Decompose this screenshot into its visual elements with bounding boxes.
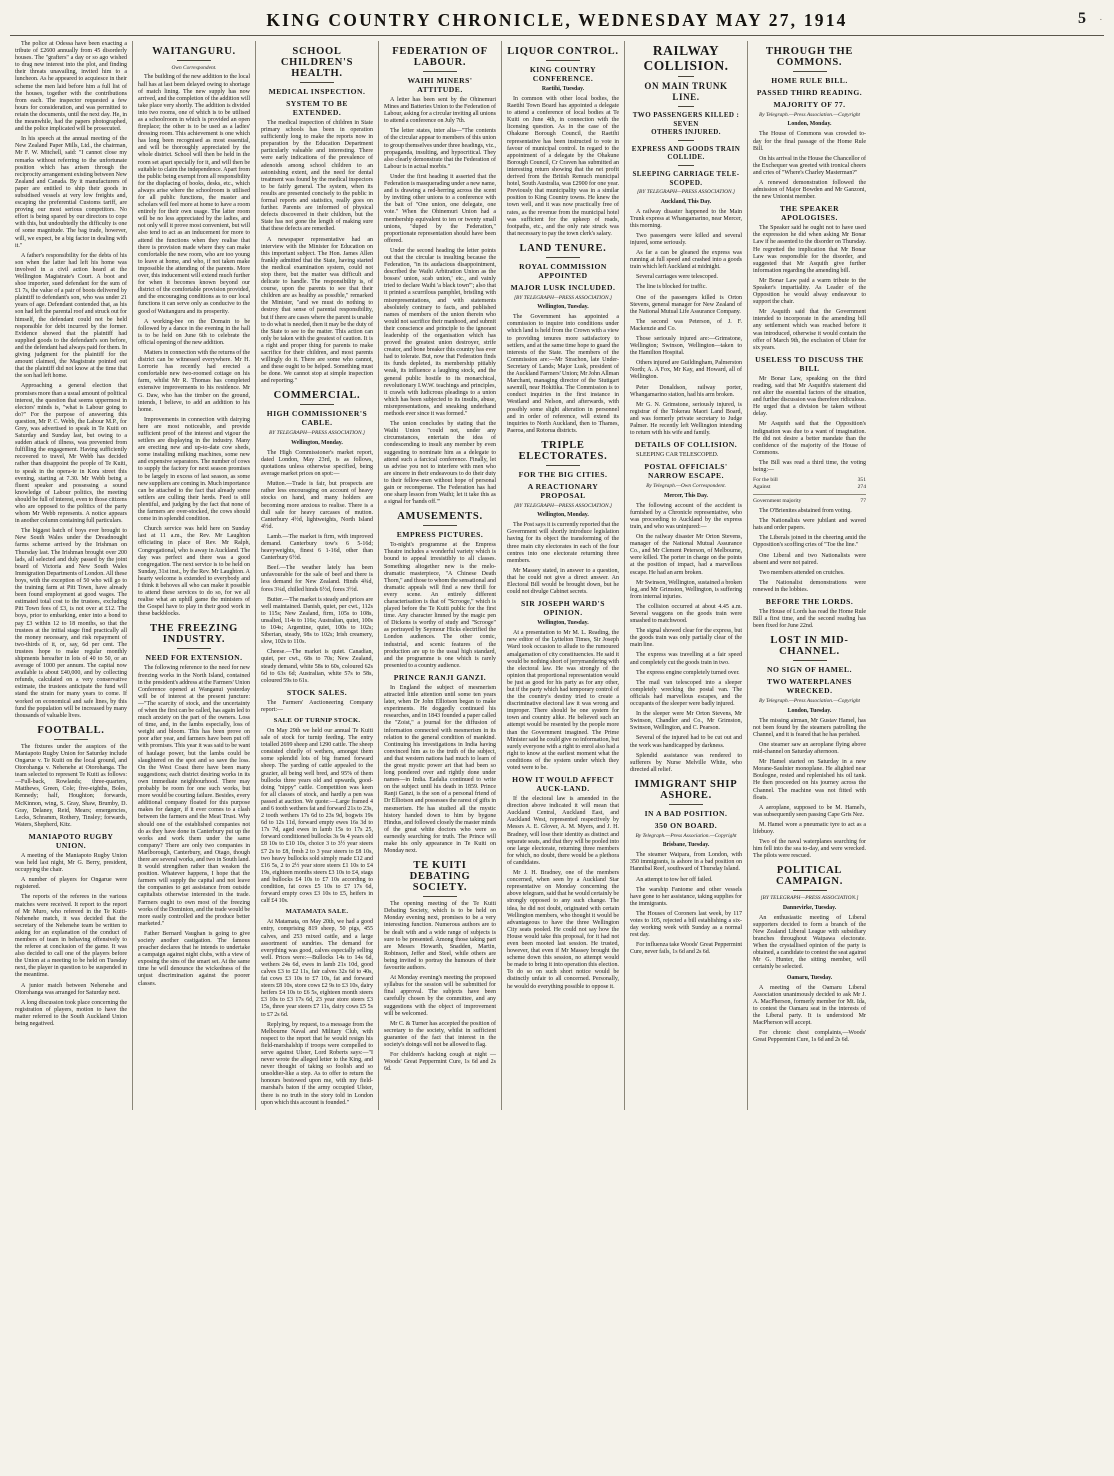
body-paragraph: The Speaker said he ought not to have used the expression he did when asking Mr Bonar Law if he assented to the disorder on Thursday. He regretted the implication that Mr Bonar Law was responsible for the disorder, and suggested that Mr Asquith give further information regarding the amending bill. — [753, 225, 866, 274]
body-paragraph: The union concludes by stating that the Waihi Union "could not, under any circumstances, entertain the idea of condescending to insult any member by even suggesting to nominate him as a delegate to attend such a farcical conference. Finally, let us advise you not to interfere with men who are sincere in their endeavours to do their duty to their fellow-men without hope of personal gain or recompense. The Federation has had one sharp lesson from Waihi; let it take this as a signal for 'hands off.'" — [384, 421, 496, 506]
body-paragraph: The Government has appointed a commission to inquire into conditions under which land is held from the Crown with a view to providing tenures more satisfactory to settlers, and at the same time hope to guard the interests of the State. The members of the Commission are:—Mr Strachon, late Under-Secretary of Lands; Major Lusk, president of the Auckland Farmers' Union; Mr John Allman Marchant, managing director of the Stuttgart sawmill, near Hokitika. The Commission is to conduct inquiries in the first instance in Westland and Nelson, and afterwards, with possibly some slight alteration in personnel and in order of reference, will extend its inquiries to North Auckland, then to Thames, Paeroa, and Rotorua districts. — [507, 314, 619, 434]
body-paragraph: A letter has been sent by the Ohinemuri Mines and Batteries Union to the Federation of Labour, asking for a circular inviting all unions to attend a conference on July 7th. — [384, 97, 496, 125]
body-paragraph: The building of the new addition to the local hall has at last been delayed owing to shortage of match lining. The new supply has now arrived, and the completion of the addition will take place very shortly. The addition is divided into two rooms, one of which is to be utilised as a schoolroom in which is provided an open fireplace; the other is to be used as a ladies' dressing room. This achievement is one which has long been recognised as most essential, and will be thoroughly appreciated by the whole district. School will then be held in the room set apart specially for it, and will then be suitable to claim the independence. Apart from the public being exempt from all responsibility for the displacing of books, desks, etc., which always arise where the schoolroom is utilised for all public functions, the master and scholars will feel more at home to have a room entirely for their own usage. The latter room will be no less appreciated by the ladies, and not only will it prove most convenient, but will also tend to act as an inducement for more to attend the functions when they realise that there is provision made where they can make comfortable the new room, who are too young to leave at home, and who, if not taken make impossible the attending of the parents. More over, this inducement will extend much further for when it becomes known beyond our district of the comfortable provision provided, and the encouraging conditions as to our local functions it can serve only as conducive to the good of Waitanguru and its prosperity. — [138, 74, 250, 315]
banner-headline-line: OTHERS INJURED. — [651, 128, 721, 137]
body-paragraph: An enthusiastic meeting of Liberal supporters decided to form a branch of the New Zealand Liberal League with subsidiary branches throughout Waipawa electorate. When the crystallised opinion of the party is obtained, a candidate to contest the seat against Mr G. Hunter, the sitting member, will certainly be selected. — [753, 914, 866, 971]
body-paragraph: In common with other local bodies, the Raetihi Town Board has appointed a delegate to attend a conference of local bodies at Te Kuiti on June 4th, in connection with the licensing question. As in the case of the Ohakune Borough Council, the Raetihi representative has been instructed to vote in favour of municipal control. In regard to the appointment of a delegate by the Ohakune Borough Council, Cr Craven has submitted an interesting return showing that the net profit derived from the British Remuch municipal hotel, South Australia, was £2900 for one year. Previously that municipality was in a similar position to King Country towns. He knew the town well, and it was now practically free of rates, as the revenue from the municipal hotel was sufficient for the upkeep of roads, footpaths, etc., and the only rate struck was that necessary to pay the town clerk's salary. — [507, 96, 619, 237]
article-subheadline: MAJORITY OF 77. — [773, 100, 846, 109]
column-1 — [10, 41, 133, 1110]
byline: [BY TELEGRAPH—PRESS ASSOCIATION.] — [513, 502, 613, 509]
article-subheadline: MEDICAL INSPECTION. — [268, 87, 366, 96]
article-headline: AMUSEMENTS. — [397, 511, 483, 523]
body-paragraph: The following account of the accident is furnished by a Chronicle representative, who was proceeding to Auckland by the express train, and who was uninjured:— — [630, 502, 742, 530]
body-paragraph: The line is blocked for traffic. — [636, 284, 707, 291]
body-paragraph: Father Bernard Vaughan is going to give society another castigation. The famous preacher declares that he intends to undertake a campaign against night clubs, with a view of exposing the sins of the smart set. At the same time he will denounce the wickedness of the unjust discrimination against the poorer classes. — [138, 930, 250, 987]
body-paragraph: As far a can be gleaned the express was running at full speed and crashed into a goods train which left Auckland at midnight. — [630, 250, 742, 271]
dateline: Wellington, Tuesday. — [537, 620, 589, 627]
article-subheadline: USELESS TO DISCUSS THE BILL — [755, 354, 864, 373]
body-paragraph: The Bill was read a third time, the voting being:— — [753, 459, 866, 473]
body-paragraph: The Farmers' Auctioneering Company report:— — [261, 699, 373, 713]
body-paragraph: Mr Swinson, Wellington, sustained a broken leg, and Mr Grimston, Wellington, is suffering from internal injuries. — [630, 579, 742, 600]
banner-headline-line: EXPRESS AND GOODS TRAIN — [631, 144, 741, 153]
body-paragraph: On the railway disaster Mr Orton Stevens, manager of the National Mutual Assurance Co., and Mr Clement Peterson, of Melbourne, were killed. The porter in charge on the points at the position of impact, had a marvellous escape. He had an arm broken. — [630, 534, 742, 576]
table-cell-label: Government majority — [753, 498, 802, 505]
body-paragraph: The warship Fantome and other vessels have gone to her assistance, taking supplies for the immigrants. — [630, 886, 742, 907]
banner-headline — [630, 81, 742, 103]
body-paragraph: The police at Odessa have been exacting a tribute of £2600 annually from 45 disorderly houses. The "grafters" a day or so ago wished to drag new interest into the plot, and finding their threats unavailing, invited him to a luncheon. As he appeared to acquiesce in their scheme the men laid before him a full list of the houses, together with the contributions from each. The inspector requested a few hours for consideration, and was permitted to retain the documents, until the next day. He, in the meanwhile, had the papers photographed, and the police implicated will be prosecuted. — [15, 41, 127, 133]
body-paragraph: The House of Commons was crowded to-day for the final passage of the Home Rule Bill. — [753, 131, 866, 152]
table-cell-label: For the bill — [753, 477, 778, 484]
page-corner-mark: . — [1099, 12, 1102, 22]
body-paragraph: The following reference to the need for new freezing works in the North Island, contained in the president's address at the Farmers' Union Conference opened at Wanganui yesterday will be of interest at the present juncture:—"The scarcity of stock, and the uncertainty of when the first can be called, has again led to much anxiety on the part of the owners. Loss of time, and, in the lambs especially, loss of weight and bloom. This has been prove on poor after year, and farmers have been put off with promises. This year it was said to be want of haulage power, but the lambs could be slaughtered on the spot and so save the loss. On the West Coast there have been many suggestions; each district desiring works in its own immediate neighbourhood. There may probably be room for one such works, but more would be courting failure. Besides, every additional company floated for this purpose makes for danger, if it ever comes to a clash between the farmers and the Meat Trust. Why should one of the established companies not do as they have done in Canterbury put up the works and work them under the same company? There are only two companies in Marlborough, Canterbury, and Otago, though there are several works, and two in South land. It would strengthen rather than weaken the position. Whatever happens, I hope that the farmers will supply the capital and not leave the companies to get assistance from outside capitalists otherwise interested in the trade. Farmers ought to own most of the freezing works of the Dominion, and the trade would be more easily controlled and the produce better marketed." — [138, 665, 250, 927]
body-paragraph: Butter.—The market is steady and prices are well maintained. Danish, quiet, per cwt., 112s to 115s; New Zealand, firm, 105s to 108s, unsalted, 114s to 116s; Australian, quiet, 100s to 104s; Argentine, quiet, 100s to 102s; Siberian, steady, 98s to 102s; Irish creamery, slow, 102s to 110s. — [261, 596, 373, 646]
byline: By Telegraph.—Press Association.—Copyright — [758, 112, 861, 118]
body-paragraph: Lamb.—The market is firm, with improved demand. Canterbury tow's 6 5-16d; heavyweights, finest 6 1-16d, other than Canterbury 6½d. — [261, 533, 373, 562]
article-subheadline-minor: MATAMATA SALE. — [285, 908, 349, 916]
body-paragraph: Several carriages were telescoped. — [636, 274, 719, 281]
column-7 — [748, 41, 871, 1110]
body-paragraph: One of the passengers killed is Orton Stevens, general manager for New Zealand of the National Mutual Life Assurance Company. — [630, 294, 742, 315]
headline-rule — [793, 660, 827, 661]
dateline: Wellington, Monday. — [537, 512, 589, 519]
body-paragraph: Cheese.—The market is quiet. Canadian, quiet, per cwt., 68s to 70s; New Zealand, steady demand, white 58s to 60s, coloured 62s 6d to 63s 6d; Australian, white 57s to 58s, coloured 59s to 61s. — [261, 649, 373, 684]
body-paragraph: A meeting of the Oamaru Liberal Association unanimously decided to ask Mr J. A. MacPherson, formerly member for Mt. Ida, to contest the Oamaru seat in the interests of the Liberal party. It is understood Mr MacPherson will accept. — [753, 984, 866, 1026]
body-paragraph: In the sleeper were Mr Orton Stevens, Mr Swinson, Chandler and Co., Mr Grimston, Swinson, Wellington, and C. Pearson. — [630, 711, 742, 732]
headline-rule — [177, 648, 211, 649]
body-paragraph: The collision occurred at about 4.45 a.m. Several waggons on the goods train were smashed to matchwood. — [630, 603, 742, 625]
table-cell-value: 77 — [860, 498, 866, 505]
headline-rule — [300, 404, 334, 405]
body-paragraph: A meeting of the Maniapoto Rugby Union was held last night, Mr G. Berry, president, occupying the chair. — [15, 852, 127, 874]
headline-rule — [423, 525, 457, 526]
banner-headline-line: RAILWAY COLLISION. — [643, 43, 729, 73]
banner-headline — [630, 111, 742, 137]
masthead — [10, 10, 1104, 36]
article-subheadline: PASSED THIRD READING. — [756, 88, 863, 97]
dateline: London, Tuesday. — [787, 707, 832, 714]
body-paragraph: Mutton.—Trade is fair, but prospects are rather less encouraging on account of heavy stocks on hand, and many holders are becoming more anxious to realise. There is a dull sale for heavy carcases of mutton. Canterbury 4½d, lightweights, North Island 4½d. — [261, 481, 373, 530]
dateline: Raetihi, Tuesday. — [541, 86, 585, 92]
article-subheadline-minor: SALE OF TURNIP STOCK. — [273, 716, 361, 724]
body-paragraph: The signal showed clear for the express, but the goods train was only partially clear of the main line. — [630, 628, 742, 649]
body-paragraph: Mr C. & Turner has accepted the position of secretary to the society, whilst in sufficient guarantee of the fact that interest in the society's doings will not be allowed to flag. — [384, 1020, 496, 1048]
body-paragraph: Mr Bonar Law paid a warm tribute to the Speaker's impartiality. As Leader of the Opposition he would alway endeavour to support the chair. — [753, 277, 866, 306]
decorative-rule — [678, 165, 694, 166]
article-headline: WAITANGURU. — [152, 46, 236, 57]
body-paragraph: The medical inspection of children in State primary schools has been in operation sufficiently long to make the reports now in preparation by the Education Department particularly valuable and interesting. There were early indications of the prevalence of adenoids among school children to an astonishing extent, and the need for dental treatment was found by the medical inspectors to be fairly general. The system, when its results are presented concisely to the public in formal reports and statistics, really goes on further. Parents are informed of physical defects discovered in their children, but the State has not gone the length of making sure that these defects are remedied. — [261, 120, 373, 233]
decorative-rule — [678, 140, 694, 141]
body-paragraph: Splendid assistance was rendered to sufferers by Nurse Melville White, who directed all relief. — [630, 752, 742, 773]
table-cell-value: 351 — [857, 477, 866, 484]
dateline: Wellington, Monday. — [291, 439, 343, 446]
article-headline: FEDERATION OF LABOUR. — [392, 46, 488, 68]
article-subheadline: DETAILS OF COLLISION. — [634, 440, 738, 450]
table-row — [753, 484, 866, 491]
column-6 — [625, 41, 748, 1110]
body-paragraph: Under the second heading the letter points out that the circular is insulting because the Federation, "in its audacious disappointment, described the Waihi Arbitration Union as the bosses' union, scab union,' etc., and vainly tried to declare Waihi 'a black town'"; also that it printed a scurrilous pamphlet, bristling with misrepresentations, and with statements absolutely contrary to facts, and published names of members of the union therein who would not sacrifice their manhood, and submit their conscience and principle to the ignorant leadership of the organisation which has proved the greatest union destroyer, strife creator, and bone breaker this country has ever had to tolerate. But, now that Federation finds its funds depleted, its membership pitiably weak, its influence a laughing stock, and the general public hostile to its monarchical, revolutionary I.W.W. teachings and principles, it crawls with ludicrous pleadings to a union which has been subjected to its insults, abuse, misrepresentations, and sneaking underhand methods ever since it was formed." — [384, 247, 496, 418]
banner-headline — [630, 43, 742, 73]
article-headline: TRIPLE ELECTORATES. — [518, 439, 608, 462]
body-paragraph: Mr Bonar Law, speaking on the third reading, said that Mr Asquith's statement did not alter the essential factors of the situation, and further discussion was therefore ridiculous. He urged that a division be taken without delay. — [753, 375, 866, 418]
body-paragraph: For chronic chest complaints,—Woods' Great Peppermint Cure, 1s 6d and 2s 6d. — [753, 1030, 866, 1044]
body-paragraph: The missing airman, Mr Gustav Hamel, has not been found by the steamers patrolling the Channel, and it is feared that he has perished. — [753, 717, 866, 738]
body-paragraph: Improvements in connection with dairying here are most noticeable, and provide sufficient proof of the interest and vigour the settlers are displaying in the industry. Many are erecting new and up-to-date cow sheds, some installing milking machines, some new and expensive separators. The number of cows to supply the factory for next season promises to be largely in excess of last season, as some new suppliers are coming in. Much importance can be attached to the fact that already some settlers are culling their herds. Feed is still plentiful, and judging by the fact that none of the farmers are over-stocked, the cows should come in in splendid condition. — [138, 416, 250, 523]
headline-rule — [423, 896, 457, 897]
body-paragraph: In his speech at the annual meeting of the New Zealand Paper Mills, Ltd., the chairman, Mr F. W. Mitchell, said: "I cannot close my remarks without referring to the unfortunate position which has arisen through the reciprocity arrangement existing between New Zealand and Canada. By it manufacturers of paper are entitled to ship their goods in subsidised vessels at very low freights and, escaping the preferential Customs tariff, are proving our most serious competitors. No effort is being spared by our directors to cope with this, but undoubtedly the difficulty is one of some magnitude. The bag trade, however, will, we expect, be a big factor in dealing with it." — [15, 136, 127, 249]
byline: By Telegraph.—Press Association.—Copyright — [635, 832, 737, 839]
banner-headline-line: SCOPED. — [669, 178, 703, 187]
article-headline: LAND TENURE. — [519, 242, 607, 254]
page-title: KING COUNTRY CHRONICLE, WEDNESDAY MAY 27, 1914 — [266, 10, 848, 30]
article-subheadline: PRINCE RANJI GANZI. — [393, 672, 487, 682]
body-paragraph: If the electoral law is amended in the direction above indicated it will mean that Auckland Central, Auckland East, and Auckland West, represented respectively by Messrs A. E. Glover, A. M. Myers, and J. H. Bradney, will lose their identity as distinct and separate seats, and that they will be pooled into one large electorate, returning three members for which, no doubt, there would be a plethora of candidates. — [507, 796, 619, 866]
body-paragraph: In England the subject of mesmerism attracted little attention until some ten years later, when Dr John Elliotson began to make experiments. He doggedly continued his researches, and in 1843 founded a paper called the "Zoist," a journal for the diffusion of information connected with mesmerism in its relation to the general condition of mankind. Continuing his investigations in India having convinced him as to the truth of the subject, and that western nations had much to learn of the great mystic power art that had been so long pondered over and rightly done under names—in India. Eadalia continued to write on the subject until his death in 1859. Prince Ranji Ganzi, is the son of a personal friend of Dr Elliotson and possesses the rarest of gifts in mesmerism. He has studied all the mystic history handed down to him by bygone Hindus, and followed closely the master minds of the great white doctors who were so earnestly searching for truth. The Prince will make his only appearance in Te Kuiti on Monday next. — [384, 684, 496, 855]
article-subheadline: 350 ON BOARD. — [654, 820, 718, 830]
body-paragraph: A aeroplane, supposed to be M. Hamel's, was subsequently seen passing Cape Gris Nez. — [753, 804, 866, 818]
article-subheadline: POSTAL OFFICIALS' NARROW ESCAPE. — [644, 462, 728, 481]
dateline: Dannevirke, Tuesday. — [782, 904, 837, 911]
body-paragraph: The express engine completely turned over. — [636, 669, 740, 676]
article-subheadline: HOME RULE BILL. — [771, 76, 848, 85]
body-paragraph: A railway disaster happened to the Main Trunk express at Whangamarino, near Mercer, this morning. — [630, 208, 742, 229]
article-headline: LOST IN MID-CHANNEL. — [770, 635, 849, 658]
body-paragraph: Two members attended on crutches. — [759, 569, 845, 576]
article-headline: THROUGH THE COMMONS. — [765, 46, 854, 68]
body-paragraph: The Post says it is currently reported that the Government will shortly introduce legislation having for its object the transforming of the three main city electorates in each of the four centres into one electorate returning three members. — [507, 522, 619, 564]
article-headline: THE FREEZING INDUSTRY. — [149, 623, 239, 646]
banner-headline — [630, 145, 742, 162]
column-container — [10, 41, 1104, 1110]
article-subheadline: TWO WATERPLANES WRECKED. — [766, 677, 853, 696]
body-paragraph: On his arrival in the House the Chancellor of the Exchequer was greeted with ironical cheers and cries of "Where's Charley Masterman?" — [753, 155, 866, 176]
body-paragraph: At Matamata, on May 20th, we had a good entry, comprising 819 sheep, 50 pigs, 455 calves, and 253 mixed cattle, and a large assortment of sundries. The demand for everything was good, calves especially selling well. Prices were:—Bullocks 14s to 14s 6d, wethers 24s 6d, ewes in lamb 21s 10d, good calves £3 to £2 11s, fair calves 32s 6d to 40s, fat cows £3 10s to £7 10s, fat and forward steers £8 10s, store cows £2 9s to £3 10s, dairy heifers £4 10s to £6 5s, eighteen month steers £3 10s to £3 17s 6d, 23 year store steers £3 15s, three year steers £7 11s, dairy cows £5 5s to £7 2s 6d. — [261, 919, 373, 1018]
article-headline: COMMERCIAL. — [273, 390, 361, 402]
body-paragraph: The letter states, inter alia—"The contents of the circular appear to members of this union to group themselves under three headings, viz., propaganda, insulting, and hypocritical. They also clearly demonstrate that the Federation of Labour is in actual morbis." — [384, 128, 496, 170]
body-paragraph: Mr G. N. Grimstone, seriously injured, is registrar of the Tokerau Maori Land Board, and was formerly private secretary to Judge Palmer. He recently left Wellington intending to return with his wife and family. — [630, 401, 742, 437]
byline: [BY TELEGRAPH—PRESS ASSOCIATION.] — [636, 189, 736, 196]
article-subheadline: A REACTIONARY PROPOSAL — [527, 481, 599, 500]
decorative-rule — [678, 76, 694, 77]
article-subheadline: FOR THE BIG CITIES. — [518, 469, 608, 479]
headline-rule — [546, 60, 580, 61]
headline-rule — [546, 257, 580, 258]
byline: [BY TELEGRAPH—PRESS ASSOCIATION.] — [760, 895, 859, 902]
banner-headline-line: COLLIDE. — [667, 153, 705, 162]
body-paragraph: For influenza take Woods' Great Peppermint Cure, never fails, 1s 6d and 2s 6d. — [630, 942, 742, 956]
dateline: Oamaru, Tuesday. — [786, 974, 833, 981]
table-row — [753, 477, 866, 484]
body-paragraph: Those seriously injured are:—Grimstone, Wellington; Swinson, Wellington—taken to the Hamilton Hospital. — [630, 335, 742, 357]
page-number: 5 — [1078, 10, 1086, 27]
article-subheadline: EMPRESS PICTURES. — [396, 530, 484, 540]
body-paragraph: A father's responsibility for the debts of his son when the latter had left his home was involved in a civil action heard at the Wellington Magistrate's Court. A boot and shoe importer, sued defendant for the sum of £1 7s, the value of a pair of boots delivered by plaintiff to defendant's son, who was under 21 years of age. Defendant contended that, as his son had left the parental roof and struck out for himself, the defendant could not be held responsible for debt incurred by the former. Evidence showed that the plaintiff had supplied goods to the defendant's son before, and the defendant had always paid for them. In giving judgment for the plaintiff for the amount claimed, the Magistrate pointed out that the plaintiff did not know at the time that the son had left home. — [15, 252, 127, 380]
headline-rule — [669, 804, 703, 805]
body-paragraph: Mr J. H. Bradney, one of the members concerned, when seen by a Auckland Star representative on Monday concerning the above telegram, said that he would certainly be strongly opposed to any such change. The idea, he did not doubt, originated with certain Wellington members, who thought it would be advantageous to have the three Wellington City seats pooled. He could not say how the House would take this proposal, for it had not even been mooted last session. He trusted, however, that even if Mr Massey brought the scheme down this session, no attempt would be made to bring it into operation this election. To do so on such short notice would be distinctly unfair to all concerned. Personally, he would do everything possible to oppose it. — [507, 870, 619, 990]
vote-table — [753, 477, 866, 491]
body-paragraph: The House of Lords has read the Home Rule Bill a first time, and the second reading has been fixed for June 22nd. — [753, 609, 866, 630]
banner-headline-line: TWO PASSENGERS KILLED : SEVEN — [632, 111, 740, 128]
body-paragraph: The reports of the referees in the various matches were received. It report to the report of Mr Muro, who refereed in the Te Kuiti-Nehenehe match, it was decided that the secretary of the Nehenehe team be written to asking for an explanation of the conduct of members of team in behaving offensively to the referee at conclusion of the game. It was also decided to call one of the players before the Union at a meeting to be held on Tuesday next, the player in question to be suspended in the meantime. — [15, 894, 127, 979]
body-paragraph: SLEEPING CAR TELESCOPED. — [636, 452, 719, 459]
banner-headline-line: SLEEPING CARRIAGE TELE- — [632, 169, 740, 178]
headline-rule — [177, 60, 211, 61]
body-paragraph: The mail van telescoped into a sleeper completely wrecking the postal van. The officials had marvellous escapes, and the occupants of the sleeper were badly injured. — [630, 679, 742, 708]
body-paragraph: Others injured are Guildingham, Palmerston North; A. A Fox, Mr Kay, and Howard, all of Wellington. — [630, 360, 742, 381]
body-paragraph: Several of the injured had to be cut out and the work was handicapped by darkness. — [630, 735, 742, 749]
table-row — [753, 498, 866, 505]
body-paragraph: The opening meeting of the Te Kuiti Debating Society, which is to be held on Monday evening next, promises to be a very interesting function. Numerous authors are to be dealt with and a wide range of subjects is sure to be presented. Among those taking part are Messrs Howarth, Snadden, Martin, Robinson, Jeffer and Steel, while others are being invited to portray the humours of their favourite authors. — [384, 901, 496, 972]
banner-headline — [630, 170, 742, 187]
byline: [BY TELEGRAPH—PRESS ASSOCIATION.] — [513, 294, 613, 301]
body-paragraph: One steamer saw an aeroplane flying above mid-channel on Saturday afternoon. — [753, 741, 866, 756]
article-headline: LIQUOR CONTROL. — [507, 46, 619, 57]
body-paragraph: A long discussion took place concerning the registration of players, motion to have the matter referred to the South Auckland Union being negatived. — [15, 999, 127, 1027]
body-paragraph: The Nationalist demonstrations were renewed in the lobbies. — [753, 579, 866, 593]
body-paragraph: A number of players for Ongarue were registered. — [15, 877, 127, 891]
body-paragraph: The fixtures under the auspices of the Maniapoto Rugby Union for Saturday include Ongarue v. Te Kuiti on the local ground, and Otorohanga v. Nehenehe at Otorohanga. The team selected to represent Te Kuiti as follows:—Full-back, Rowlands; three-quarters, Matthews, Green, Cole; five-eighths, Boles, Kennedy; half, Houghton; forwards, McKinnon, wing, S. Gray, Shaw, Brumby, D. Gray, Delaney, Reid, Mears; emergencies, Lecks, Schramm, Rothery, Tinsley; forwards, Waters, Shepherd, Kitz. — [15, 743, 127, 828]
body-paragraph: A junior match between Nehenehe and Otorohanga was arranged for Saturday next. — [15, 982, 127, 996]
body-paragraph: The steamer Waipara, from London, with 350 immigrants, is ashore in a bad position on Hannibal Reef, southward of Thursday Island. — [630, 852, 742, 873]
table-cell-label: Against — [753, 484, 771, 491]
article-headline: TE KUITI DEBATING SOCIETY. — [409, 860, 471, 894]
headline-rule — [300, 82, 334, 83]
article-subheadline: MAJOR LUSK INCLUDED. — [510, 282, 616, 292]
table-rule — [753, 494, 866, 495]
headline-rule — [793, 71, 827, 72]
headline-rule — [423, 71, 457, 72]
body-paragraph: Matters in connection with the returns of the district can be witnessed everywhere. Mr H. Lorrorie has recently had erected a comfortable new two-roomed cottage on his farm, whilst Mr R. Thomas has completed extensive improvements to his residence. Mr G. Daw, who has the timber on the ground, intends, I believe, to add an addition to his home. — [138, 349, 250, 413]
body-paragraph: To-night's programme at the Empress Theatre includes a wonderful variety which is bound to appeal irresistibly to all classes. Something altogether new is the melo-dramatic masterpiece, "A Chinese Death Thorn," and those to whom the sensational and dramatic appeals will find a new thrill for every scene. An entirely different characterisation is that of "Scrooge," which is played before the Te Kuiti public for the first time. Any character limned by the magic pen of Dickens is worthy of study and "Scrooge" as portrayed by Seymour Hicks electrified the London audiences. The other comic, industrial, and scenic features of the production are up to the usual high standard, and the programme is one which is rarely presented to a country audience. — [384, 542, 496, 669]
body-paragraph: The Nationalists were jubilant and waved hats and order papers. — [753, 518, 866, 532]
article-subheadline: NEED FOR EXTENSION. — [145, 653, 243, 663]
body-paragraph: A working-bee on the Domain to be followed by a dance in the evening in the hall is to be held on June 6th to celebrate the official opening of the new addition. — [138, 318, 250, 346]
body-paragraph: A newspaper representative had an interview with the Minister for Education on this important subject. The Hon. James Allen frankly admitted that the State, having started the medical examination system, could not stop there, but the matter was difficult and delicate to handle. The responsibility is, of course, upon the parents to see that their children are as healthy as possible," remarked the Minister, "and we must do nothing to destroy that sense of parental responsibility, but if there are cases where the parent is unable to do what is needed, then it may be the duty of the State to see to the matter. This action can only be taken with the greatest of caution. It is a right and proper thing for parents to make sacrifice for their children, and most parents willingly do it. There are some who cannot, and these ought to be helped. Something must be done. We cannot stop at simple inspection and reporting." — [261, 236, 373, 385]
article-subheadline: SIR JOSEPH WARD'S OPINION. — [521, 599, 605, 618]
body-paragraph: The second was Peterson, of J. F. Mackenzie and Co. — [630, 318, 742, 332]
dateline: Mercer, This Day. — [663, 492, 708, 499]
body-paragraph: The biggest batch of boys ever brought to New South Wales under the Dreadnought farms scheme arrived by the Irishman on Thursday last. The Irishman brought over 200 lads, all selected and duly passed by the joint board of Victoria and New South Wales Immigration Departments of London. All these boys, with the exception of 50 who will go to the training farm at Pitt Town, have already been found employment at good wages. The estimated total cost to the trustees, excluding Pitt Town fees of £3, is not over at £12. The boys, prior to embarking, enter into a bond to pay £3 within 12 to 18 months, so that the trustees at the initial stage find practically all the money necessary, and risk repayment of two-thirds of it, or, say, 6d per cent. The trustees hope to make regular monthly shipments hereafter in lots of 40 to 50, or an average of 1000 per annum. The capital now available is about £40,000, and by collecting refunds, calculated on a very conservative estimate, the trustees anticipate the fund will stand the strain for many years to come. If worked on economical and safe lines, by this fund the population will be increased by many thousands of valuable lives. — [15, 528, 127, 719]
body-paragraph: Two passengers were killed and several injured, some seriously. — [630, 232, 742, 246]
body-paragraph: An attempt to tow her off failed. — [636, 876, 713, 883]
headline-rule — [793, 890, 827, 891]
body-paragraph: Replying, by request, to a message from the Melbourne Naval and Military Club, with respect to the report that he would resign his field-marshalship if troops were compelled to serve against Ulster, Lord Roberts says:—"I never wrote the alleged letter to the King, and never thought of taking so foolish and so unsoldier-like a step. As to offer to return the honours bestowed upon me, with my field-marshal's baton if the army occupied Ulster, there is no truth in the story told in London upon which this account is founded." — [261, 1021, 373, 1106]
article-subheadline: WAIHI MINERS' ATTITUDE. — [407, 76, 473, 94]
headline-rule — [546, 465, 580, 466]
table-cell-value: 274 — [857, 484, 866, 491]
byline: By Telegraph.—Press Association.—Copyright — [758, 698, 861, 705]
body-paragraph: At Monday evening's meeting the proposed syllabus for the session will be submitted for final approval. The subjects have been carefully chosen by the committee, and any suggestions with the object of improvement will be welcomed. — [384, 975, 496, 1017]
body-paragraph: Mr Massey stated, in answer to a question, that he could not give a direct answer. An Electoral Bill would be brought down, but he could not divulge Cabinet secrets. — [507, 567, 619, 596]
article-subheadline: BEFORE THE LORDS. — [765, 597, 854, 606]
dateline: Auckland, This Day. — [660, 198, 712, 205]
body-paragraph: A renewed demonstration followed the admission of Major Bowden and Mr Ganzoni, the new Unionist member. — [753, 179, 866, 201]
body-paragraph: Approaching a general election that promises more than a usual amount of political interest, the question that seems uppermost in electors' minds is, "what is Labour going to do?" For the purpose of answering this question, Mr P. C. Webb, the Labour M.P., for Grey, was advertised to speak in Te Kuiti on Saturday and Sunday last, but owing to a sudden attack of illness, was prevented from fulfilling the engagement. Having sufficiently recovered to travel, Mr Webb has decided rather than disappoint the people of Te Kuiti, to speak in the opera-te in Kora street this evening, starting at 7.30. Mr Webb being a fluent speaker and possessing a sound knowledge of Labour politics, the meeting should be full of interest, even to those citizens who are opposed to the politics of the party whom Mr Webb represents. A notice appears in another column containing full particulars. — [15, 383, 127, 525]
body-paragraph: Peter Donaldson, railway porter, Whangamarino station, had his arm broken. — [630, 384, 742, 398]
banner-headline-line: ON MAIN TRUNK LINE. — [644, 81, 728, 102]
decorative-rule — [678, 106, 694, 107]
byline: By Telegraph.—Own Correspondent. — [646, 483, 726, 490]
article-headline: IMMIGRANT SHIP ASHORE. — [634, 778, 738, 801]
column-2 — [133, 41, 256, 1110]
body-paragraph: The High Commissioner's market report, dated London, May 23rd, is as follows, quotations unless otherwise specified, being average market prices on spot:— — [261, 449, 373, 478]
body-paragraph: At a presentation to Mr M. L. Reading, the new editor of the Lyttelton Times, Sir Joseph Ward took occasion to allude to the rumoured amalgamation of city constituencies. He said it would be nothing short of jerrymandering with the electoral law. He was strongly of the opinion that proportional representation would be just as good for his party as for any other, but if the party which had temporary control of the the country's destiny tried to create a discriminative electoral law it was wrong and improper. There should be one system for town and country alike. He believed such an attempt would be resented by the people more than the Government imagined. The Prime Minister said he could give no information, but surely everyone with a right to enrol also had a right to know at the earliest moment what the conditions of the system under which they voted were to be. — [507, 630, 619, 771]
article-subheadline: SYSTEM TO BE EXTENDED. — [286, 99, 348, 117]
body-paragraph: M. Hamel wore a pneumatic tyre to act as a lifebuoy. — [753, 821, 866, 835]
article-subheadline: IN A BAD POSITION. — [644, 808, 728, 818]
article-subheadline: THE SPEAKER APOLOGISES. — [779, 204, 840, 223]
column-3 — [256, 41, 379, 1110]
body-paragraph: Mr Hamel started on Saturday in a new Morane-Saulnier monoplane. He alighted near Boulogne, rested and replenished his oil tank. He then proceeded on his journey across the Channel. The machine was not fitted with floats. — [753, 759, 866, 801]
body-paragraph: On May 29th we held our annual Te Kuiti sale of stock for turnip feeding. The entry totalled 2699 sheep and 1290 cattle. The sheep consisted chiefly of wethers, amongst them some splendid lots of big framed forward sheep. The yarding of cattle appealed to the grazier, all being well bred, and 95% of them bullocks three years old and upwards, good-doing "nippy" cattle. Competition was keen for all classes of stock, and hardly a pen was passed at auction. We quote:—Large framed 4 and 6 tooth wethers fat and forward 21s to 23s, 2 tooth wethers 17s 6d to 23s 9d, bogwts 19s 6d to 12s 11d, forward empty ewes 16s 3d to 17s 7d, aged ewes in lamb 15s to 17s 25, forward conditioned bullocks 3s 9s 4 years old £8 10s to £10 10s, choice 3 to 3½ year steers £7 2s to £8, fresh 2 to 3 year steers to £8 10s, two heavy bullocks sold simply made £12 and £16 5s, 2 to 2½ year store steers £1 10s to £4 19s, eighteen months steers £3 10s to £4, stags and bullocks £4 10s to £7 10s according to condition, fat cows £5 10s to £7 17s 6d, forward empty cows £3 10s to £5, heifers in calf £4 10s. — [261, 727, 373, 905]
body-paragraph: Mr Asquith said that the Government intended to incorporate in the amending bill any settlement which was reached before it was introduced, otherwise it would contain the offer of March 9th, the exclusion of Ulster for six years. — [753, 309, 866, 351]
body-paragraph: Under the first heading it asserted that the Federation is masquerading under a new name, and is drawing a red-herring across the scent by inviting other unions to a conference with the bait of "One union, one delegate, one vote." When the Ohinemuri Union had a membership equivalent to ten or twenty small unions, "duped by the Federation," proportionate representation should have been offered. — [384, 173, 496, 244]
article-subheadline: HOW IT WOULD AFFECT AUCK-LAND. — [512, 775, 614, 794]
article-subheadline: KING COUNTRY CONFERENCE. — [529, 65, 597, 83]
body-paragraph: For children's hacking cough at night — Woods' Great Peppermint Cure, 1s 6d and 2s 6d. — [384, 1052, 496, 1073]
article-subheadline: HIGH COMMISSIONER'S CABLE. — [266, 409, 368, 428]
vote-table — [753, 498, 866, 505]
article-subheadline: STOCK SALES. — [286, 687, 348, 697]
body-paragraph: The O'Brienites abstained from voting. — [759, 508, 852, 515]
body-paragraph: Church service was held here on Sunday last at 11 a.m., the Rev. Mr Laughton officiating in place of Rev. Mr Ralph, Congregational, who is away in Auckland. The day was perfect and there was a good congregation. The next service is to be held on Sunday, 31st inst., by the Rev. Mr Laughton. A hearty welcome is extended to everybody and I think it behoves all who can make it possible to attend these services to do so, for we all realise what an uphill game the ministers of the Gospel have to play in their good work in these backblocks. — [138, 526, 250, 618]
article-subheadline: ROYAL COMMISSION APPOINTED — [519, 261, 607, 280]
football-headline: FOOTBALL. — [37, 724, 105, 736]
body-paragraph: Mr Asquith said that the Opposition's indignation was due to a want of imagination. He did not desire a better mandate than the confidence of the majority of the House of Commons. — [753, 421, 866, 456]
article-headline: POLITICAL CAMPAIGN. — [775, 865, 844, 888]
column-5 — [502, 41, 625, 1110]
dateline: London, Monday. — [787, 121, 832, 128]
article-subheadline: NO SIGN OF HAMEL. — [766, 665, 852, 675]
byline: BY TELEGRAPH—PRESS ASSOCIATION.] — [269, 430, 365, 437]
body-paragraph: Beef.—The weather lately has been unfavourable for the sale of beef and there is less demand for New Zealand. Hinds 4¾d, fores 3¼d, chilled hinds 6½d, fores 3½d. — [261, 565, 373, 593]
football-subheadline: MANIAPOTO RUGBY UNION. — [28, 831, 114, 850]
body-paragraph: The Liberals joined in the cheering amid the Opposition's scoffing cries of "Toe the line." — [753, 535, 866, 549]
body-paragraph: The express was travelling at a fair speed and completely cut the goods train in two. — [630, 652, 742, 666]
article-headline: SCHOOL CHILDREN'S HEALTH. — [280, 46, 354, 79]
dateline: Brisbane, Tuesday. — [662, 842, 710, 849]
body-paragraph: Two of the naval waterplanes searching for him fell into the sea to-day, and were wrecked. The pilots were rescued. — [753, 839, 866, 860]
byline: Own Correspondent. — [171, 65, 217, 71]
body-paragraph: One Liberal and two Nationalists were absent and were not paired. — [753, 552, 866, 566]
column-4 — [379, 41, 502, 1110]
headline-rule — [54, 739, 88, 740]
dateline: Wellington, Tuesday. — [537, 304, 589, 311]
body-paragraph: The Houses of Coroners last week, by 117 votes to 105, rejected a bill establishing a six-day working week with Sunday as a normal rest day. — [630, 910, 742, 939]
